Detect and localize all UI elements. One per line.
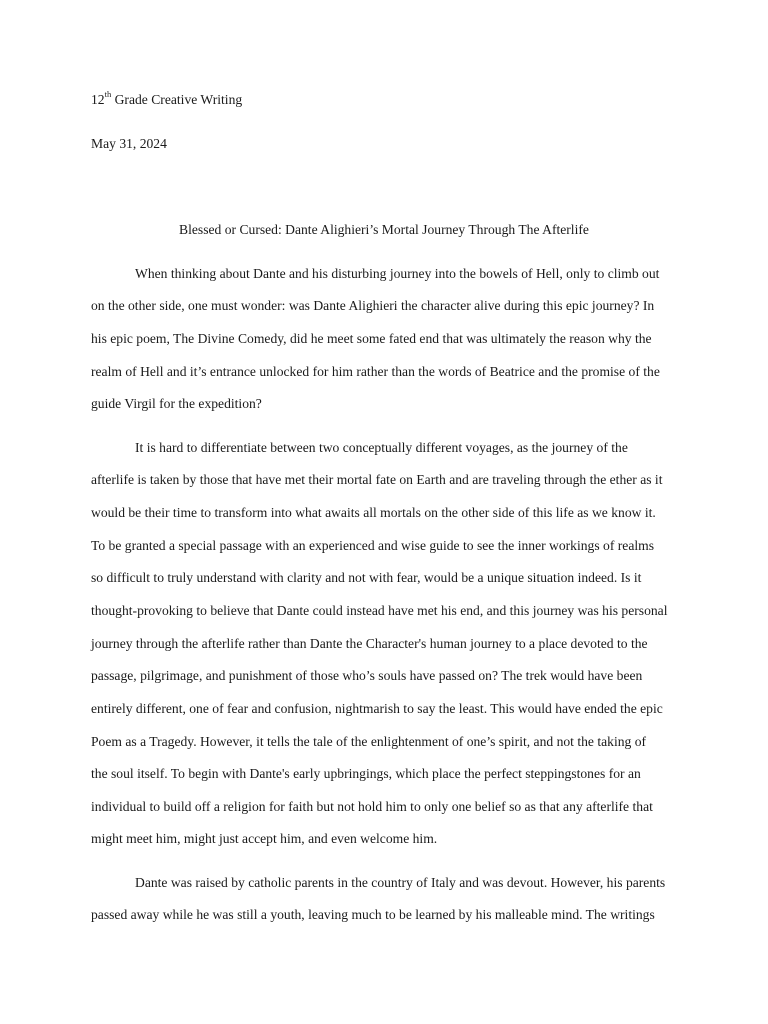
paragraph-2-line-8: passage, pilgrimage, and punishment of those who’s souls have passed on? The trek would have been [91,668,643,683]
paragraph-1-line-3: his epic poem, The Divine Comedy, did he meet some fated end that was ultimately the reason why the [91,331,652,346]
course-ordinal-suffix: th [104,89,112,100]
paragraph-2-line-9: entirely different, one of fear and confusion, nightmarish to say the least. This would have ended the epic [91,701,663,716]
essay-title: Blessed or Cursed: Dante Alighieri’s Mortal Journey Through The Afterlife [179,222,589,237]
paragraph-2-line-4: To be granted a special passage with an experienced and wise guide to see the inner workings of realms [91,538,654,553]
course-heading [91,89,243,108]
paragraph-1-line-1: When thinking about Dante and his disturbing journey into the bowels of Hell, only to climb out [135,266,660,281]
paragraph-2-line-13: might meet him, might just accept him, and even welcome him. [91,831,438,846]
paragraph-2-line-6: thought-provoking to believe that Dante could instead have met his end, and this journey was his personal [91,603,668,618]
paragraph-2-line-2: afterlife is taken by those that have met their mortal fate on Earth and are traveling through the ether as it [91,472,663,487]
course-name: Grade Creative Writing [111,92,243,107]
paragraph-3-line-2: passed away while he was still a youth, leaving much to be learned by his malleable mind. The writings [91,907,655,922]
paragraph-3-line-1: Dante was raised by catholic parents in the country of Italy and was devout. However, his parents [135,875,666,890]
paragraph-1-line-5: guide Virgil for the expedition? [91,396,262,411]
paragraph-2-line-12: individual to build off a religion for faith but not hold him to only one belief so as that any afterlife that [91,799,653,814]
paragraph-2-line-5: so difficult to truly understand with clarity and not with fear, would be a unique situation indeed. Is it [91,570,642,585]
course-number: 12 [91,92,105,107]
paragraph-2-line-1: It is hard to differentiate between two conceptually different voyages, as the journey of the [135,440,628,455]
paragraph-2-line-7: journey through the afterlife rather than Dante the Character's human journey to a place devoted to the [91,636,648,651]
document-date: May 31, 2024 [91,136,167,151]
paragraph-2-line-11: the soul itself. To begin with Dante's early upbringings, which place the perfect steppingstones for an [91,766,641,781]
paragraph-2-line-10: Poem as a Tragedy. However, it tells the tale of the enlightenment of one’s spirit, and not the taking of [91,734,647,749]
paragraph-2-line-3: would be their time to transform into what awaits all mortals on the other side of this life as we know it. [91,505,656,520]
paragraph-1-line-4: realm of Hell and it’s entrance unlocked for him rather than the words of Beatrice and the promise of the [91,364,660,379]
paragraph-1-line-2: on the other side, one must wonder: was Dante Alighieri the character alive during this epic journey? In [91,298,655,313]
